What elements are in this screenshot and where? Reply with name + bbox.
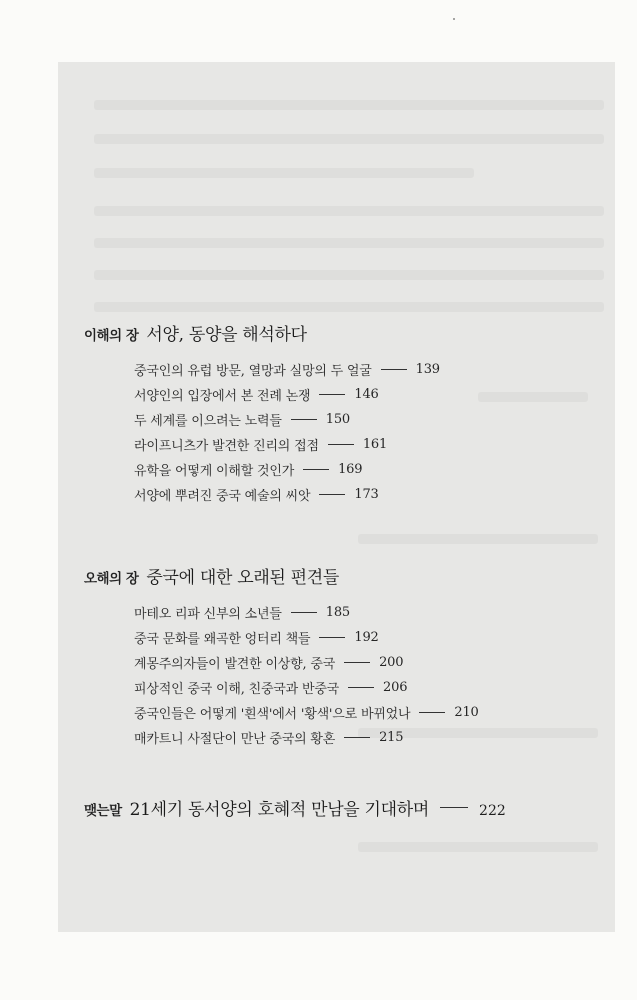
- section-header: [84, 563, 604, 588]
- entry-title: 두 세계를 이으려는 노력들: [134, 414, 282, 429]
- toc-entry: [134, 357, 604, 382]
- bleed-through-line: [94, 134, 604, 144]
- entry-page-number: 139: [415, 362, 440, 377]
- bleed-through-line: [94, 100, 604, 110]
- leader-dash: [344, 662, 370, 663]
- toc-entry-list: [84, 600, 604, 750]
- section-label: 오해의 장: [84, 571, 139, 587]
- section-title: 서양, 동양을 해석하다: [146, 325, 307, 345]
- leader-dash: [419, 712, 445, 713]
- toc-entry: [134, 725, 604, 750]
- entry-page-number: 173: [354, 487, 379, 502]
- toc-entry-list: [84, 357, 604, 507]
- section-label: 맺는말: [84, 803, 122, 819]
- entry-page-number: 161: [362, 437, 388, 452]
- section-header: [84, 795, 604, 820]
- entry-title: 피상적인 중국 이해, 친중국과 반중국: [134, 682, 340, 697]
- toc-entry: [134, 457, 604, 482]
- toc-epilogue: [84, 795, 604, 820]
- toc-entry: [134, 700, 604, 725]
- entry-page-number: 185: [325, 605, 350, 620]
- entry-page-number: 146: [354, 387, 379, 402]
- toc-entry: [134, 625, 604, 650]
- entry-title: 서양인의 입장에서 본 전례 논쟁: [134, 389, 311, 404]
- entry-title: 라이프니츠가 발견한 진리의 접점: [134, 439, 319, 454]
- section-label: 이해의 장: [84, 328, 139, 344]
- toc-entry: [134, 432, 604, 457]
- bleed-through-line: [358, 842, 598, 852]
- bleed-through-line: [94, 270, 604, 280]
- bleed-through-line: [94, 238, 604, 248]
- section-title: 중국에 대한 오래된 편견들: [146, 568, 340, 588]
- leader-dash: [319, 494, 345, 495]
- leader-dash: [319, 637, 345, 638]
- toc-section-understanding: [84, 320, 604, 507]
- entry-page-number: 206: [383, 680, 408, 695]
- entry-title: 서양에 뿌려진 중국 예술의 씨앗: [134, 489, 311, 504]
- leader-dash: [344, 737, 370, 738]
- bleed-through-line: [94, 168, 474, 178]
- leader-dash: [440, 807, 468, 808]
- bleed-through-line: [94, 302, 604, 312]
- bleed-through-line: [358, 534, 598, 544]
- leader-dash: [291, 612, 317, 613]
- toc-entry: [134, 407, 604, 432]
- toc-entry: [134, 675, 604, 700]
- entry-title: 마테오 리파 신부의 소년들: [134, 607, 282, 622]
- toc-entry: [134, 482, 604, 507]
- leader-dash: [303, 469, 329, 470]
- entry-page-number: 169: [338, 462, 363, 477]
- entry-page-number: 222: [479, 803, 506, 819]
- leader-dash: [291, 419, 317, 420]
- section-title: 21세기 동서양의 호혜적 만남을 기대하며: [129, 800, 430, 820]
- entry-title: 중국 문화를 왜곡한 엉터리 책들: [134, 632, 311, 647]
- leader-dash: [319, 394, 345, 395]
- entry-page-number: 192: [354, 630, 379, 645]
- toc-section-misunderstanding: [84, 563, 604, 750]
- entry-title: 계몽주의자들이 발견한 이상향, 중국: [134, 657, 336, 672]
- entry-page-number: 210: [454, 705, 479, 720]
- leader-dash: [381, 369, 407, 370]
- entry-page-number: 215: [379, 730, 404, 745]
- entry-title: 중국인들은 어떻게 '흰색'에서 '황색'으로 바뀌었나: [134, 707, 411, 722]
- leader-dash: [328, 444, 354, 445]
- entry-title: 중국인의 유럽 방문, 열망과 실망의 두 얼굴: [134, 364, 372, 379]
- page-speck: [453, 18, 455, 20]
- entry-title: 유학을 어떻게 이해할 것인가: [134, 464, 295, 479]
- toc-entry: [134, 382, 604, 407]
- entry-page-number: 150: [325, 412, 350, 427]
- section-header: [84, 320, 604, 345]
- entry-title: 매카트니 사절단이 만난 중국의 황혼: [134, 732, 336, 747]
- entry-page-number: 200: [379, 655, 404, 670]
- toc-entry: [134, 600, 604, 625]
- leader-dash: [348, 687, 374, 688]
- toc-entry: [134, 650, 604, 675]
- bleed-through-line: [94, 206, 604, 216]
